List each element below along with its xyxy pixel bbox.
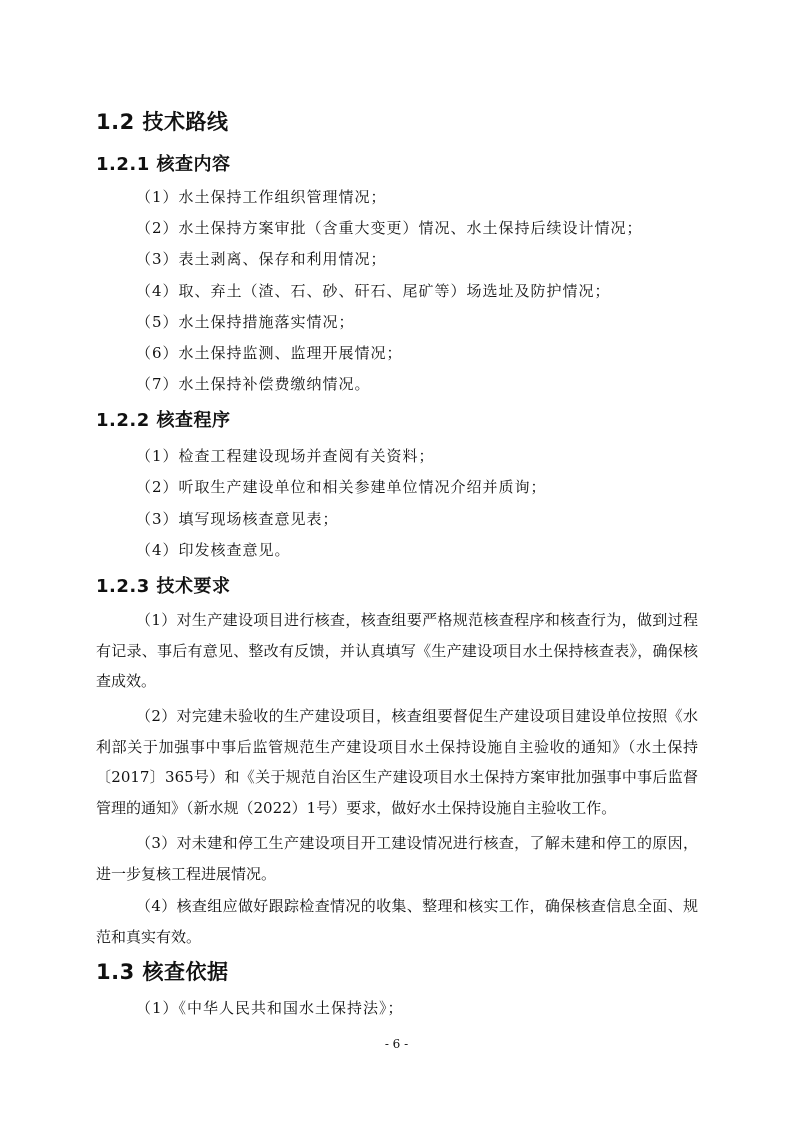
heading-1-2-1: 1.2.1 核查内容 (96, 154, 231, 175)
heading-1-2-2: 1.2.2 核查程序 (96, 410, 231, 431)
content-item-4: （4）取、弃土（渣、石、砂、矸石、尾矿等）场选址及防护情况； (136, 282, 611, 300)
procedure-item-3: （3）填写现场核查意见表； (136, 510, 339, 528)
content-item-1: （1）水土保持工作组织管理情况； (136, 188, 387, 206)
content-item-3: （3）表土剥离、保存和利用情况； (136, 250, 387, 268)
procedure-item-1: （1）检查工程建设现场并查阅有关资料； (136, 447, 435, 465)
basis-item-1: （1）《中华人民共和国水土保持法》； (136, 999, 404, 1017)
content-item-5: （5）水土保持措施落实情况； (136, 313, 355, 331)
procedure-item-4: （4）印发核查意见。 (136, 541, 291, 559)
content-item-7: （7）水土保持补偿费缴纳情况。 (136, 375, 371, 393)
procedure-item-2: （2）听取生产建设单位和相关参建单位情况介绍并质询； (136, 478, 547, 496)
content-item-6: （6）水土保持监测、监理开展情况； (136, 344, 403, 362)
page-number: - 6 - (384, 1037, 409, 1051)
requirement-paragraph-3: （3）对未建和停工生产建设项目开工建设情况进行核查，了解未建和停工的原因，进一步复核工程进展情况。 (96, 834, 698, 883)
section-heading-1-2: 1.2 技术路线 (96, 110, 229, 134)
content-item-2: （2）水土保持方案审批（含重大变更）情况、水土保持后续设计情况； (136, 219, 643, 237)
requirement-paragraph-2: （2）对完建未验收的生产建设项目，核查组要督促生产建设项目建设单位按照《水利部关于加强事中事后监管规范生产建设项目水土保持设施自主验收的通知》（水土保持〔2017〕365号）和《关于规范自治区生产建设项目水土保持方案审批加强事中事后监督管理的通知》（新水规（2022）1号）要求，做好水土保持设施自主验收工作。 (96, 707, 698, 817)
heading-1-2-3: 1.2.3 技术要求 (96, 576, 231, 597)
requirement-paragraph-1: （1）对生产建设项目进行核查，核查组要严格规范核查程序和核查行为，做到过程有记录、事后有意见、整改有反馈，并认真填写《生产建设项目水土保持核查表》，确保核查成效。 (96, 611, 698, 690)
section-heading-1-3: 1.3 核查依据 (96, 960, 229, 984)
requirement-paragraph-4: （4）核查组应做好跟踪检查情况的收集、整理和核实工作，确保核查信息全面、规范和真实有效。 (96, 897, 698, 946)
